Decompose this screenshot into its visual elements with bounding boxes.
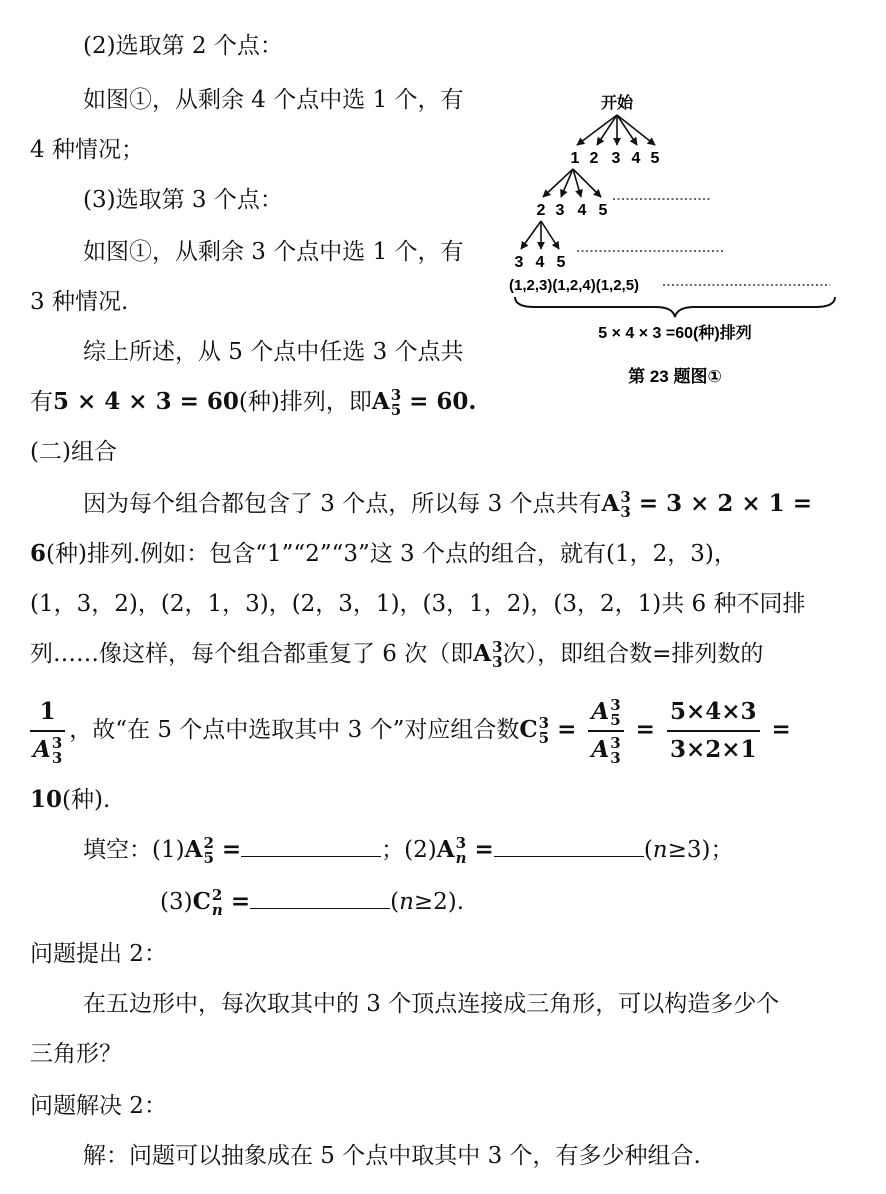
math-symbol: C <box>519 716 538 743</box>
tree-diagram <box>505 85 850 395</box>
fill-blank-line: 填空：(1)A 2 5 = ；(2)A 3 n = (n≥3)； <box>83 834 734 867</box>
fill-blank-line: (3)C 2 n = (n≥2). <box>160 886 465 919</box>
tree-root-label: 开始 <box>600 95 634 112</box>
fraction: A 3 5 A 3 3 <box>588 694 623 768</box>
paragraph-line: 如图①，从剩余 3 个点中选 1 个，有 <box>83 239 464 265</box>
tree-level1-node: 2 <box>589 150 599 167</box>
formula-line: 列……像这样，每个组合都重复了 6 次（即A 3 3 次），即组合数=排列数的 <box>30 638 764 671</box>
step-3-heading: (3)选取第 3 个点： <box>83 187 283 213</box>
tree-level3-node: 4 <box>535 254 545 271</box>
section-heading: 问题提出 2： <box>30 941 167 967</box>
paragraph-line: 如图①，从剩余 4 个点中选 1 个，有 <box>83 87 464 113</box>
step-2-heading: (2)选取第 2 个点： <box>83 33 283 59</box>
formula-line: 1 A 3 3 ，故“在 5 个点中选取其中 3 个”对应组合数C 3 5 = A 3 5 A 3 3 = $\frac{5\times 4\times 3}{3\times 2\times 1}$ = <box>30 690 791 770</box>
math-symbol: C <box>192 888 211 915</box>
tree-level1-node: 4 <box>631 150 641 167</box>
tree-level3-node: 5 <box>556 254 566 271</box>
math-symbol: A <box>473 640 492 667</box>
paragraph-line: 综上所述，从 5 个点中任选 3 个点共 <box>83 339 464 365</box>
math-symbol: A <box>371 388 390 415</box>
tree-level1-node: 1 <box>570 150 580 167</box>
tree-level1-node: 5 <box>650 150 660 167</box>
fraction: 1 A 3 3 <box>30 694 65 768</box>
tree-triples-label: (1,2,3)(1,2,4)(1,2,5) <box>509 277 640 294</box>
figure-caption: 第 23 题图① <box>628 367 722 386</box>
math-expression: 5 × 4 × 3 = 60 <box>53 388 239 415</box>
tree-level2-node: 2 <box>536 202 546 219</box>
paragraph-line: 三角形？ <box>30 1041 122 1067</box>
answer-blank[interactable] <box>250 886 390 909</box>
tree-level2-node: 3 <box>555 202 565 219</box>
paragraph-line: 10(种). <box>30 786 111 813</box>
tree-level1-node: 3 <box>611 150 621 167</box>
paragraph-line: 在五边形中，每次取其中的 3 个顶点连接成三角形，可以构造多少个 <box>83 991 780 1017</box>
formula-line: 因为每个组合都包含了 3 个点，所以每 3 个点共有A 3 3 = 3 × 2 × 1 = <box>83 488 812 521</box>
tree-level2-node: 5 <box>598 202 608 219</box>
tree-level2-node: 4 <box>577 202 587 219</box>
section-heading: (二)组合 <box>30 439 117 465</box>
section-heading: 问题解决 2： <box>30 1093 167 1119</box>
paragraph-line: 解：问题可以抽象成在 5 个点中取其中 3 个，有多少种组合. <box>83 1143 701 1169</box>
math-symbol: A <box>184 836 203 863</box>
paragraph-line: (1，3，2)，(2，1，3)，(2，3，1)，(3，1，2)，(3，2，1)共 6 种不同排 <box>30 591 806 617</box>
math-symbol: A <box>601 490 620 517</box>
paragraph-line: 4 种情况； <box>30 137 144 163</box>
brace-shape <box>515 297 835 317</box>
paragraph-line: 6(种)排列.例如：包含“1”“2”“3”这 3 个点的组合，就有(1，2，3)， <box>30 540 737 567</box>
fraction: $\frac{5\times 4\times 3}{3\times 2\times 1}$ <box>667 694 760 768</box>
tree-total-label: 5 × 4 × 3 =60(种)排列 <box>598 325 752 342</box>
answer-blank[interactable] <box>494 834 644 857</box>
tree-level3-node: 3 <box>514 254 524 271</box>
formula-line: 有5 × 4 × 3 = 60(种)排列，即A 3 5 = 60. <box>30 386 477 419</box>
paragraph-line: 3 种情况. <box>30 289 129 315</box>
math-symbol: A <box>436 836 455 863</box>
answer-blank[interactable] <box>241 834 381 857</box>
